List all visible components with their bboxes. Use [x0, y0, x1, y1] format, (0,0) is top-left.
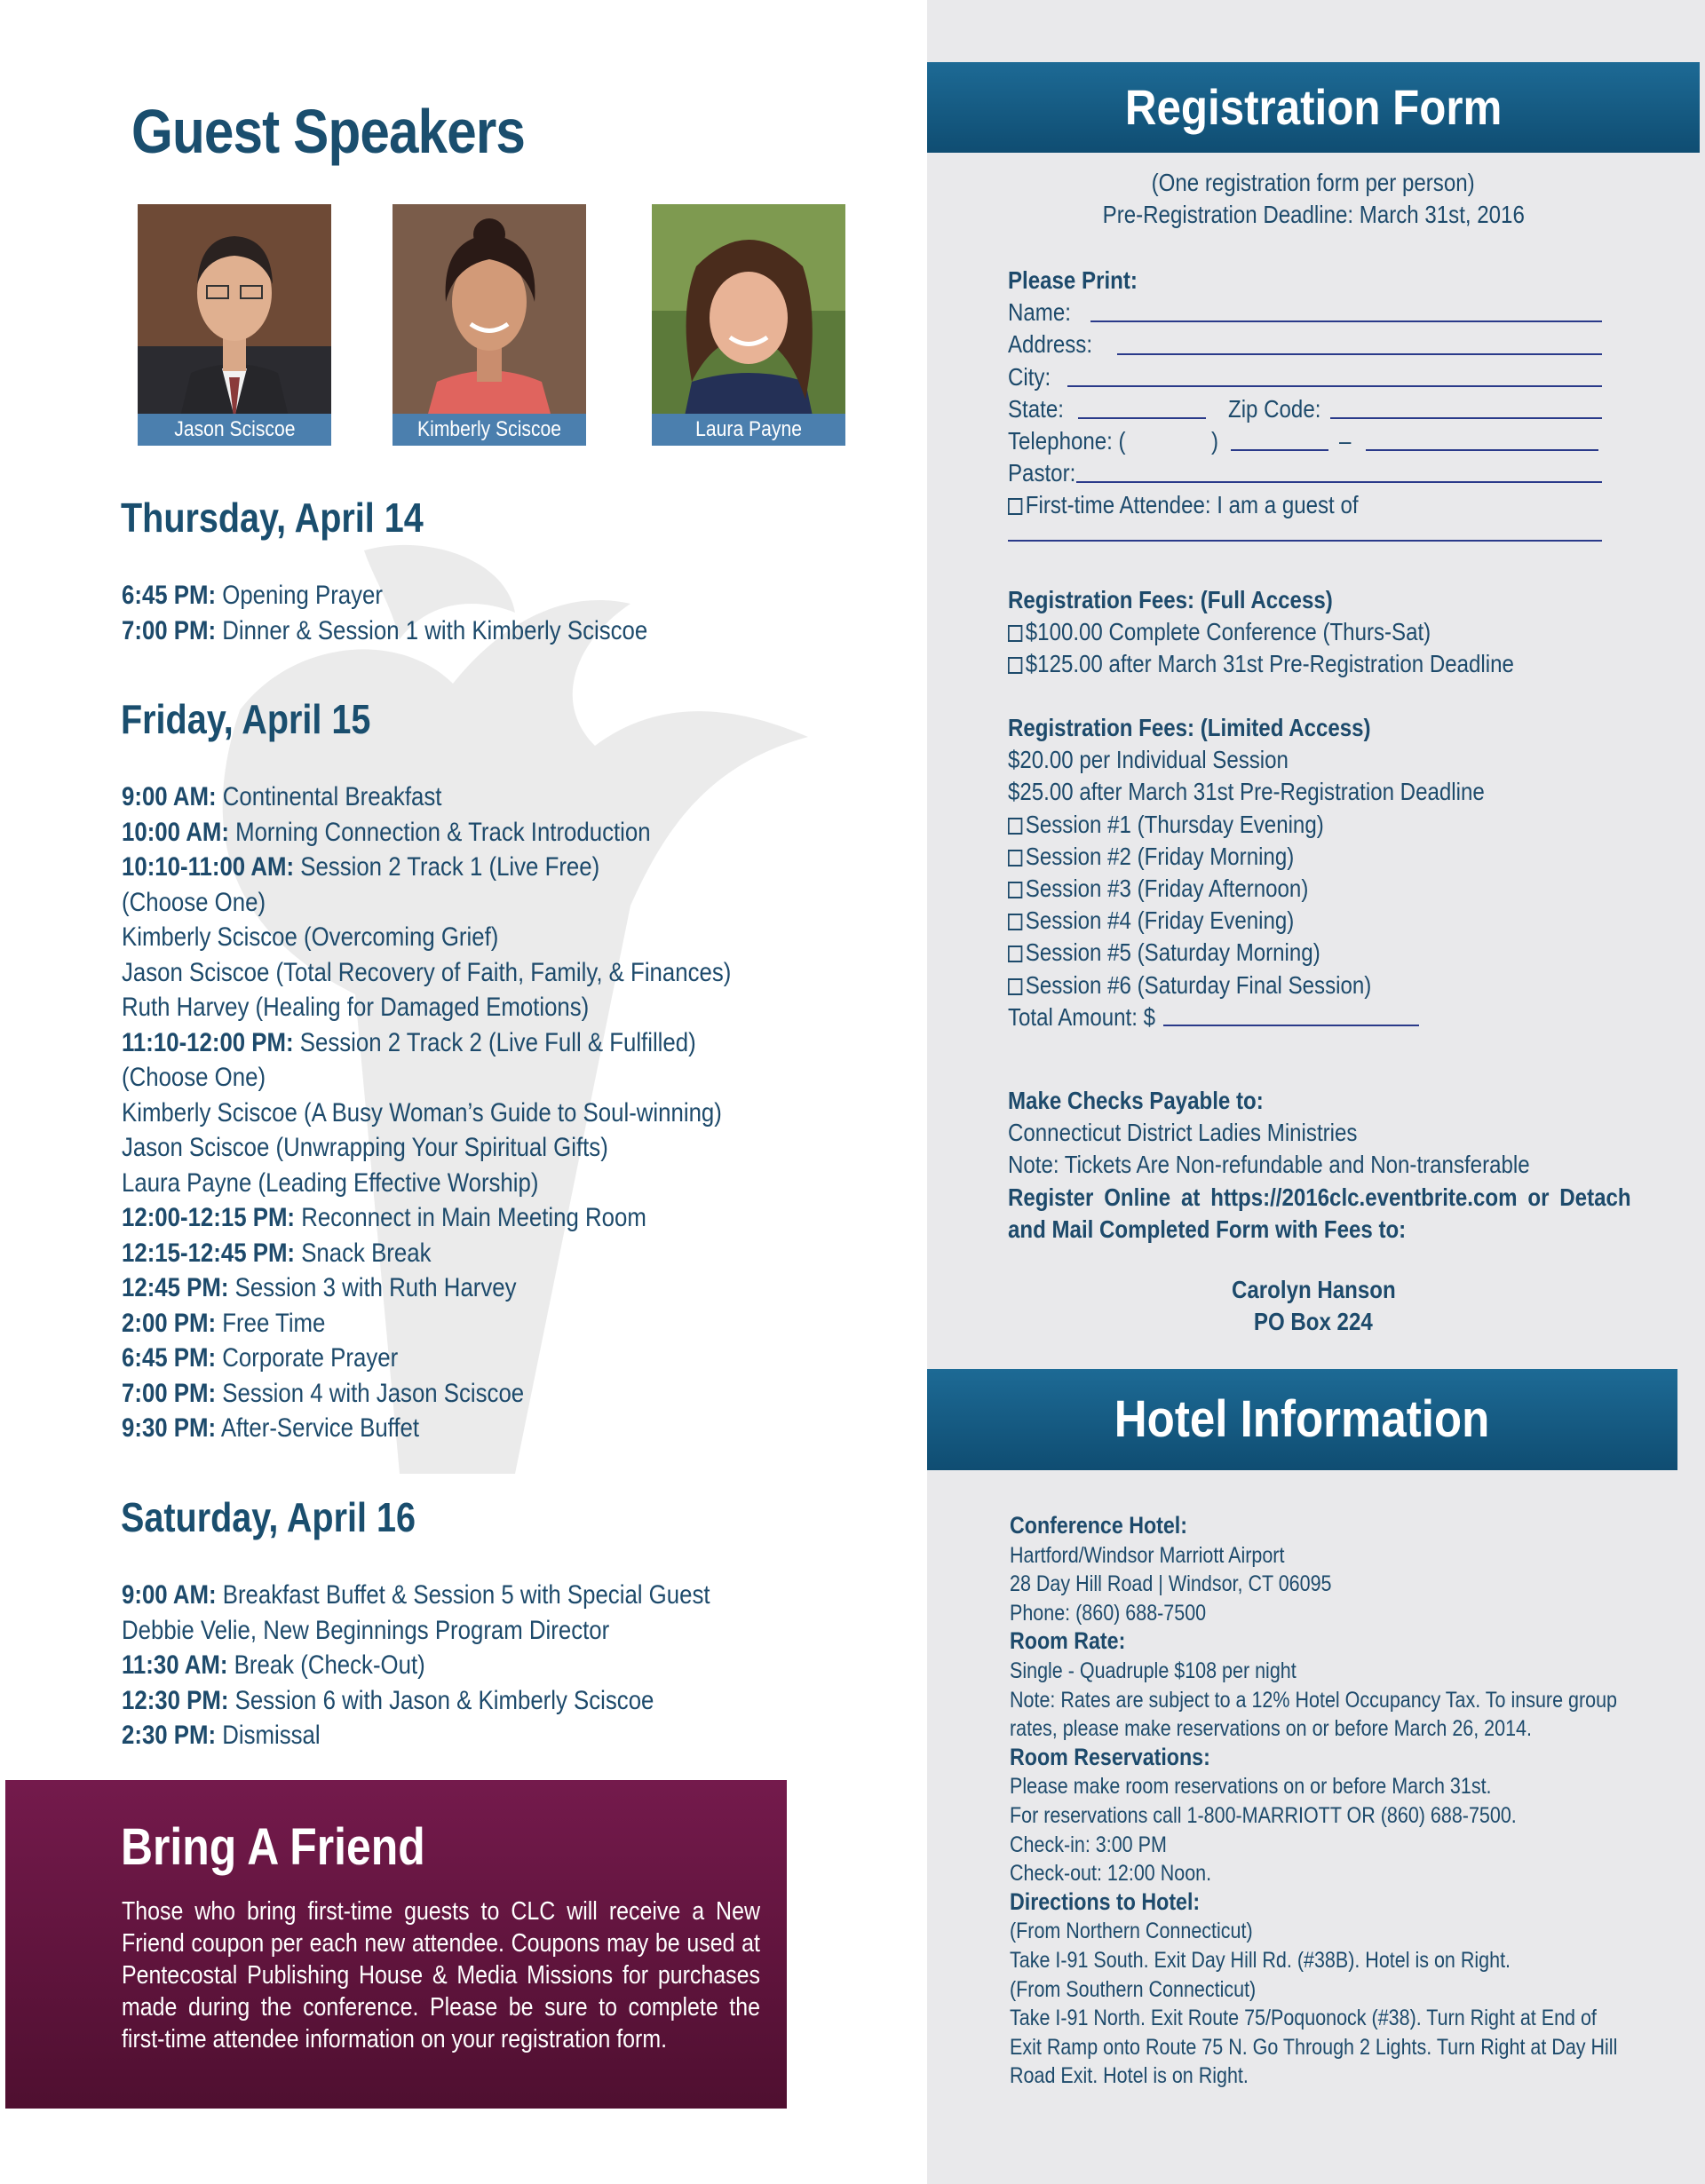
hotel-line: Room Rate:: [1010, 1627, 1126, 1655]
hotel-line: Phone: (860) 688-7500: [1010, 1600, 1207, 1626]
checkbox[interactable]: [1008, 978, 1022, 995]
name-field[interactable]: [1090, 320, 1602, 322]
city-field[interactable]: [1067, 385, 1602, 387]
day-heading-friday: Friday, April 15: [121, 696, 371, 742]
bring-a-friend-title: Bring A Friend: [121, 1818, 425, 1876]
schedule-item: 6:45 PM: Opening Prayer: [122, 581, 383, 610]
registration-note-one-per-person: (One registration form per person): [1151, 169, 1476, 196]
hotel-line: Hartford/Windsor Marriott Airport: [1010, 1542, 1285, 1568]
hotel-line: Take I-91 South. Exit Day Hill Rd. (#38B). Hotel is on Right.: [1010, 1947, 1511, 1973]
telephone-close-paren: ): [1211, 427, 1219, 455]
hotel-line: Directions to Hotel:: [1010, 1887, 1201, 1915]
schedule-saturday: [122, 1578, 805, 1753]
pastor-label: Pastor:: [1008, 459, 1076, 487]
fee-option[interactable]: $100.00 Complete Conference (Thurs-Sat): [1008, 616, 1597, 648]
pastor-field[interactable]: [1076, 481, 1602, 483]
session-option[interactable]: Session #4 (Friday Evening): [1008, 905, 1562, 937]
registration-form-banner: Registration Form: [927, 62, 1700, 153]
schedule-item: 9:00 AM: Continental Breakfast: [122, 782, 442, 811]
fees-limited-access-heading: Registration Fees: (Limited Access): [1008, 714, 1371, 741]
hotel-line: Single - Quadruple $108 per night: [1010, 1658, 1297, 1683]
state-label: State:: [1008, 394, 1064, 423]
telephone-prefix-field[interactable]: [1231, 449, 1328, 451]
fees-full-access-heading: Registration Fees: (Full Access): [1008, 586, 1333, 613]
state-field[interactable]: [1078, 417, 1206, 419]
zip-label: Zip Code:: [1228, 395, 1321, 423]
session-option[interactable]: Session #1 (Thursday Evening): [1008, 809, 1562, 841]
contact-po-box: PO Box 224: [1254, 1308, 1373, 1335]
contact-name: Carolyn Hanson: [1231, 1276, 1396, 1303]
schedule-item: Debbie Velie, New Beginnings Program Director: [122, 1615, 610, 1645]
schedule-item: 12:15-12:45 PM: Snack Break: [122, 1238, 432, 1268]
session-price-late: $25.00 after March 31st Pre-Registration Deadline: [1008, 778, 1485, 806]
name-label: Name:: [1008, 298, 1071, 327]
address-field[interactable]: [1117, 353, 1602, 355]
schedule-item: 2:00 PM: Free Time: [122, 1308, 326, 1338]
schedule-thursday: [122, 578, 734, 648]
schedule-item: 6:45 PM: Corporate Prayer: [122, 1343, 399, 1373]
day-heading-thursday: Thursday, April 14: [121, 495, 424, 541]
hotel-line: For reservations call 1-800-MARRIOTT OR (860) 688-7500.: [1010, 1802, 1517, 1828]
registration-fields: [1008, 265, 1416, 522]
schedule-item: Jason Sciscoe (Unwrapping Your Spiritual Gifts): [122, 1133, 608, 1162]
telephone-number-field[interactable]: [1366, 449, 1598, 451]
hotel-line: Note: Rates are subject to a 12% Hotel Occupancy Tax. To insure group: [1010, 1687, 1618, 1713]
schedule-friday: [122, 779, 830, 1446]
checkbox[interactable]: [1008, 882, 1022, 898]
schedule-item: 7:00 PM: Session 4 with Jason Sciscoe: [122, 1378, 525, 1408]
schedule-item: Kimberly Sciscoe (A Busy Woman’s Guide to Soul-winning): [122, 1097, 722, 1128]
payee: Connecticut District Ladies Ministries: [1008, 1119, 1358, 1147]
checkbox[interactable]: [1008, 498, 1022, 515]
schedule-item: 9:30 PM: After-Service Buffet: [122, 1413, 420, 1443]
guest-of-field[interactable]: [1008, 540, 1602, 542]
address-label: Address:: [1008, 330, 1093, 359]
bring-a-friend-box: [5, 1780, 787, 2109]
mail-form-text: and Mail Completed Form with Fees to:: [1008, 1215, 1407, 1243]
hotel-details: [1010, 1511, 1705, 2090]
hotel-line: (From Southern Connecticut): [1010, 1976, 1257, 2002]
hotel-line: Road Exit. Hotel is on Right.: [1010, 2063, 1249, 2089]
hotel-line: Conference Hotel:: [1010, 1512, 1187, 1539]
schedule-item: 12:00-12:15 PM: Reconnect in Main Meeting Room: [122, 1203, 646, 1232]
hotel-line: Check-out: 12:00 Noon.: [1010, 1861, 1212, 1887]
session-option[interactable]: Session #3 (Friday Afternoon): [1008, 873, 1562, 905]
checkbox[interactable]: [1008, 850, 1022, 866]
register-online-text: Register Online at https://2016clc.eventbrite.com or Detach: [1008, 1183, 1631, 1211]
checkbox[interactable]: [1008, 946, 1022, 962]
speaker-caption: Kimberly Sciscoe: [393, 414, 586, 446]
fees-limited-access: [1008, 712, 1562, 1033]
hotel-line: (From Northern Connecticut): [1010, 1919, 1253, 1944]
schedule-item: 11:30 AM: Break (Check-Out): [122, 1650, 425, 1680]
schedule-item: 10:10-11:00 AM: Session 2 Track 1 (Live Free): [122, 852, 600, 882]
speaker-photo: [393, 204, 586, 446]
session-option[interactable]: Session #5 (Saturday Morning): [1008, 937, 1562, 969]
refund-note: Note: Tickets Are Non-refundable and Non-transferable: [1008, 1151, 1530, 1179]
schedule-item: 7:00 PM: Dinner & Session 1 with Kimberly Sciscoe: [122, 615, 648, 645]
payment-info: [1008, 1085, 1705, 1246]
speaker-caption: Laura Payne: [652, 414, 845, 446]
telephone-label: Telephone: (: [1008, 426, 1126, 455]
speaker-caption: Jason Sciscoe: [138, 414, 331, 446]
session-option[interactable]: Session #2 (Friday Morning): [1008, 841, 1562, 873]
telephone-dash: –: [1339, 427, 1352, 455]
schedule-item: 12:45 PM: Session 3 with Ruth Harvey: [122, 1273, 517, 1302]
schedule-item: 2:30 PM: Dismissal: [122, 1721, 321, 1750]
guest-speakers-title: Guest Speakers: [131, 97, 526, 166]
schedule-item: (Choose One): [122, 1063, 266, 1092]
schedule-item: 12:30 PM: Session 6 with Jason & Kimberly Sciscoe: [122, 1685, 654, 1715]
checkbox[interactable]: [1008, 914, 1022, 930]
hotel-line: Room Reservations:: [1010, 1743, 1210, 1770]
schedule-item: 10:00 AM: Morning Connection & Track Introduction: [122, 817, 651, 847]
hotel-line: rates, please make reservations on or before March 26, 2014.: [1010, 1716, 1532, 1742]
speaker-card-kimberly: [393, 204, 586, 446]
city-label: City:: [1008, 362, 1051, 391]
speaker-card-jason: [138, 204, 331, 446]
schedule-item: 9:00 AM: Breakfast Buffet & Session 5 with Special Guest: [122, 1580, 710, 1610]
hotel-line: Check-in: 3:00 PM: [1010, 1832, 1167, 1857]
zip-field[interactable]: [1330, 417, 1602, 419]
session-option[interactable]: Session #6 (Saturday Final Session): [1008, 969, 1562, 1001]
please-print-label: Please Print:: [1008, 266, 1138, 294]
hotel-line: Exit Ramp onto Route 75 N. Go Through 2 Lights. Turn Right at Day Hill: [1010, 2034, 1618, 2060]
registration-deadline: Pre-Registration Deadline: March 31st, 2016: [1102, 201, 1525, 228]
bring-a-friend-body: Those who bring first-time guests to CLC will receive a New Friend coupon per each new attendee. Coupons may be used at Pentecostal Publishing House & Media Missions for purchases made during the conference. Please be sure to complete the first-time attendee information on your registration form.: [122, 1897, 760, 2053]
total-amount-field[interactable]: [1163, 1025, 1419, 1026]
schedule-item: 11:10-12:00 PM: Session 2 Track 2 (Live Full & Fulfilled): [122, 1027, 696, 1057]
speaker-photo: [652, 204, 845, 446]
schedule-item: Ruth Harvey (Healing for Damaged Emotions): [122, 993, 590, 1022]
first-time-attendee-option[interactable]: First-time Attendee: I am a guest of: [1008, 489, 1416, 521]
schedule-item: (Choose One): [122, 887, 266, 917]
hotel-line: 28 Day Hill Road | Windsor, CT 06095: [1010, 1571, 1332, 1597]
payment-heading: Make Checks Payable to:: [1008, 1087, 1264, 1114]
schedule-item: Kimberly Sciscoe (Overcoming Grief): [122, 922, 499, 952]
day-heading-saturday: Saturday, April 16: [121, 1494, 416, 1540]
hotel-line: Take I-91 North. Exit Route 75/Poquonock (#38). Turn Right at End of: [1010, 2006, 1597, 2031]
checkbox[interactable]: [1008, 625, 1022, 642]
speaker-photo: [138, 204, 331, 446]
speaker-card-laura: [652, 204, 845, 446]
total-amount-label: Total Amount: $: [1008, 1002, 1155, 1031]
session-price: $20.00 per Individual Session: [1008, 746, 1289, 774]
checkbox[interactable]: [1008, 818, 1022, 835]
fees-full-access: [1008, 584, 1597, 681]
hotel-information-banner: Hotel Information: [927, 1369, 1677, 1470]
fee-option[interactable]: $125.00 after March 31st Pre-Registration Deadline: [1008, 648, 1597, 680]
hotel-line: Please make room reservations on or before March 31st.: [1010, 1774, 1492, 1800]
schedule-item: Laura Payne (Leading Effective Worship): [122, 1167, 539, 1198]
checkbox[interactable]: [1008, 657, 1022, 674]
schedule-item: Jason Sciscoe (Total Recovery of Faith, Family, & Finances): [122, 957, 732, 987]
